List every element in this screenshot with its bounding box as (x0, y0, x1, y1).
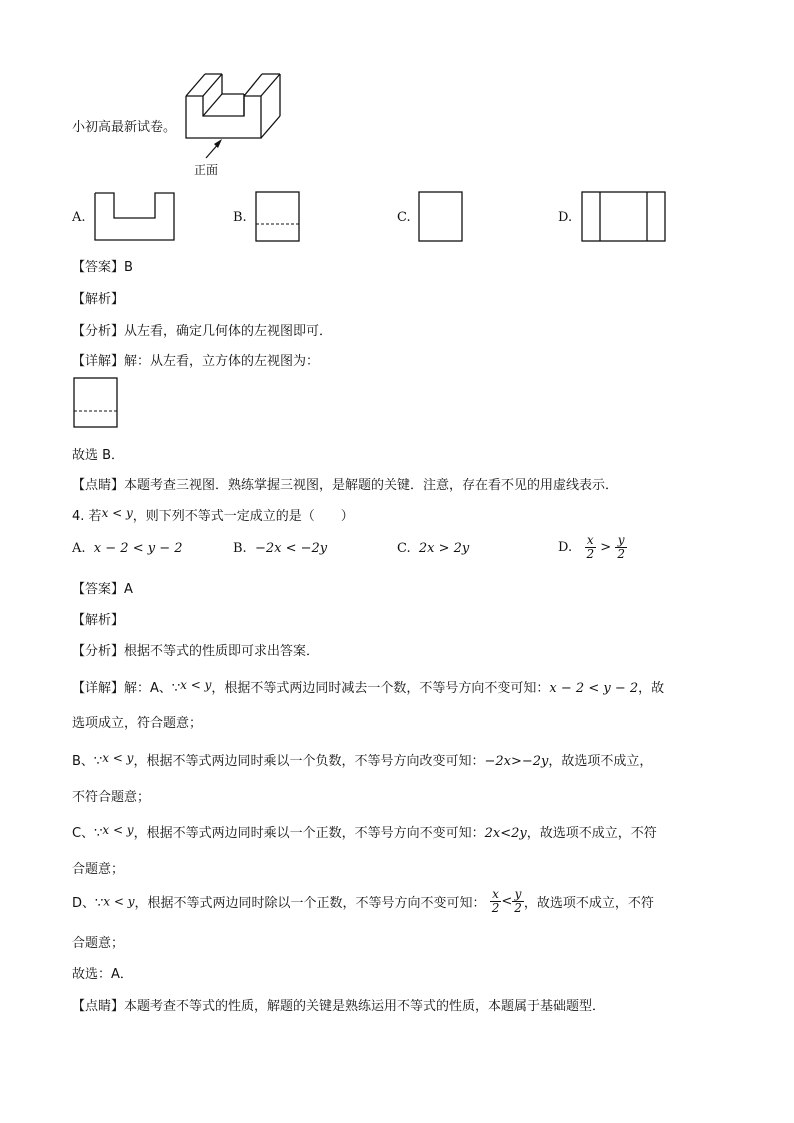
rect-two-vlines-icon (581, 191, 667, 243)
square-icon (418, 191, 464, 243)
q4-dianjing: 【点睛】本题考查不等式的性质，解题的关键是熟练运用不等式的性质，本题属于基础题型． (72, 999, 606, 1014)
q4-detail-a-line2: 选项成立，符合题意； (72, 716, 203, 731)
q4-detail-c-line1: C、∵x < y，根据不等式两边同时乘以一个正数，不等号方向不变可知：2x<2y，故选项不成立，不符 (72, 823, 657, 841)
q3-guxuan: 故选 B． (72, 448, 125, 463)
q4-jiexi: 【解析】 (72, 613, 125, 628)
q3-dianjing: 【点睛】本题考查三视图．熟练掌握三视图，是解题的关键．注意，存在看不见的用虚线表示． (72, 478, 619, 493)
q4-answer: 【答案】A (72, 582, 133, 597)
q4-option-b: B. −2x < −2y (233, 541, 328, 556)
q3-fenxi: 【分析】从左看，确定几何体的左视图即可． (72, 324, 333, 339)
q3-option-b-label: B. (233, 210, 247, 225)
q3-option-d-label: D. (558, 210, 573, 225)
q4-detail-a-line1: 【详解】解：A、∵x < y，根据不等式两边同时减去一个数，不等号方向不变可知：x − 2 < y − 2，故 (72, 678, 665, 696)
q4-option-c: C. 2x > 2y (397, 541, 470, 556)
front-label: 正面 (194, 163, 219, 177)
q4-detail-d-line2: 合题意； (72, 936, 125, 951)
q4-stem: 4. 若x < y，则下列不等式一定成立的是（ ） (72, 506, 354, 524)
q4-guxuan: 故选：A． (72, 967, 133, 982)
q3-answer: 【答案】B (72, 260, 133, 275)
q3-stem: 小初高最新试卷。 (72, 120, 177, 135)
q4-option-d: D. $\frac{x}{2}$ > $\frac{y}{2}$ (558, 533, 625, 561)
q3-option-c-label: C. (397, 210, 411, 225)
q4-detail-c-line2: 合题意； (72, 862, 125, 877)
q3-jiexi: 【解析】 (72, 292, 125, 307)
q4-option-a: A. x − 2 < y − 2 (72, 541, 183, 556)
q4-detail-d-line1: D、∵x < y，根据不等式两边同时除以一个正数，不等号方向不变可知： $\frac{x}{2}$ < $\frac{y}{2}$ ，故选项不成立，不符 (72, 887, 654, 915)
q4-fenxi: 【分析】根据不等式的性质即可求出答案． (72, 644, 320, 659)
left-view-answer-figure (73, 377, 119, 429)
q3-option-a-label: A. (72, 210, 86, 225)
q4-detail-b-line1: B、∵x < y，根据不等式两边同时乘以一个负数，不等号方向改变可知：−2x>−2y，故选项不成立， (72, 751, 653, 769)
u-shape-icon (94, 192, 176, 242)
q3-xiangjie: 【详解】解：从左看，立方体的左视图为： (72, 354, 320, 369)
q4-detail-b-line2: 不符合题意； (72, 790, 151, 805)
rect-dashed-line-icon (255, 191, 301, 243)
